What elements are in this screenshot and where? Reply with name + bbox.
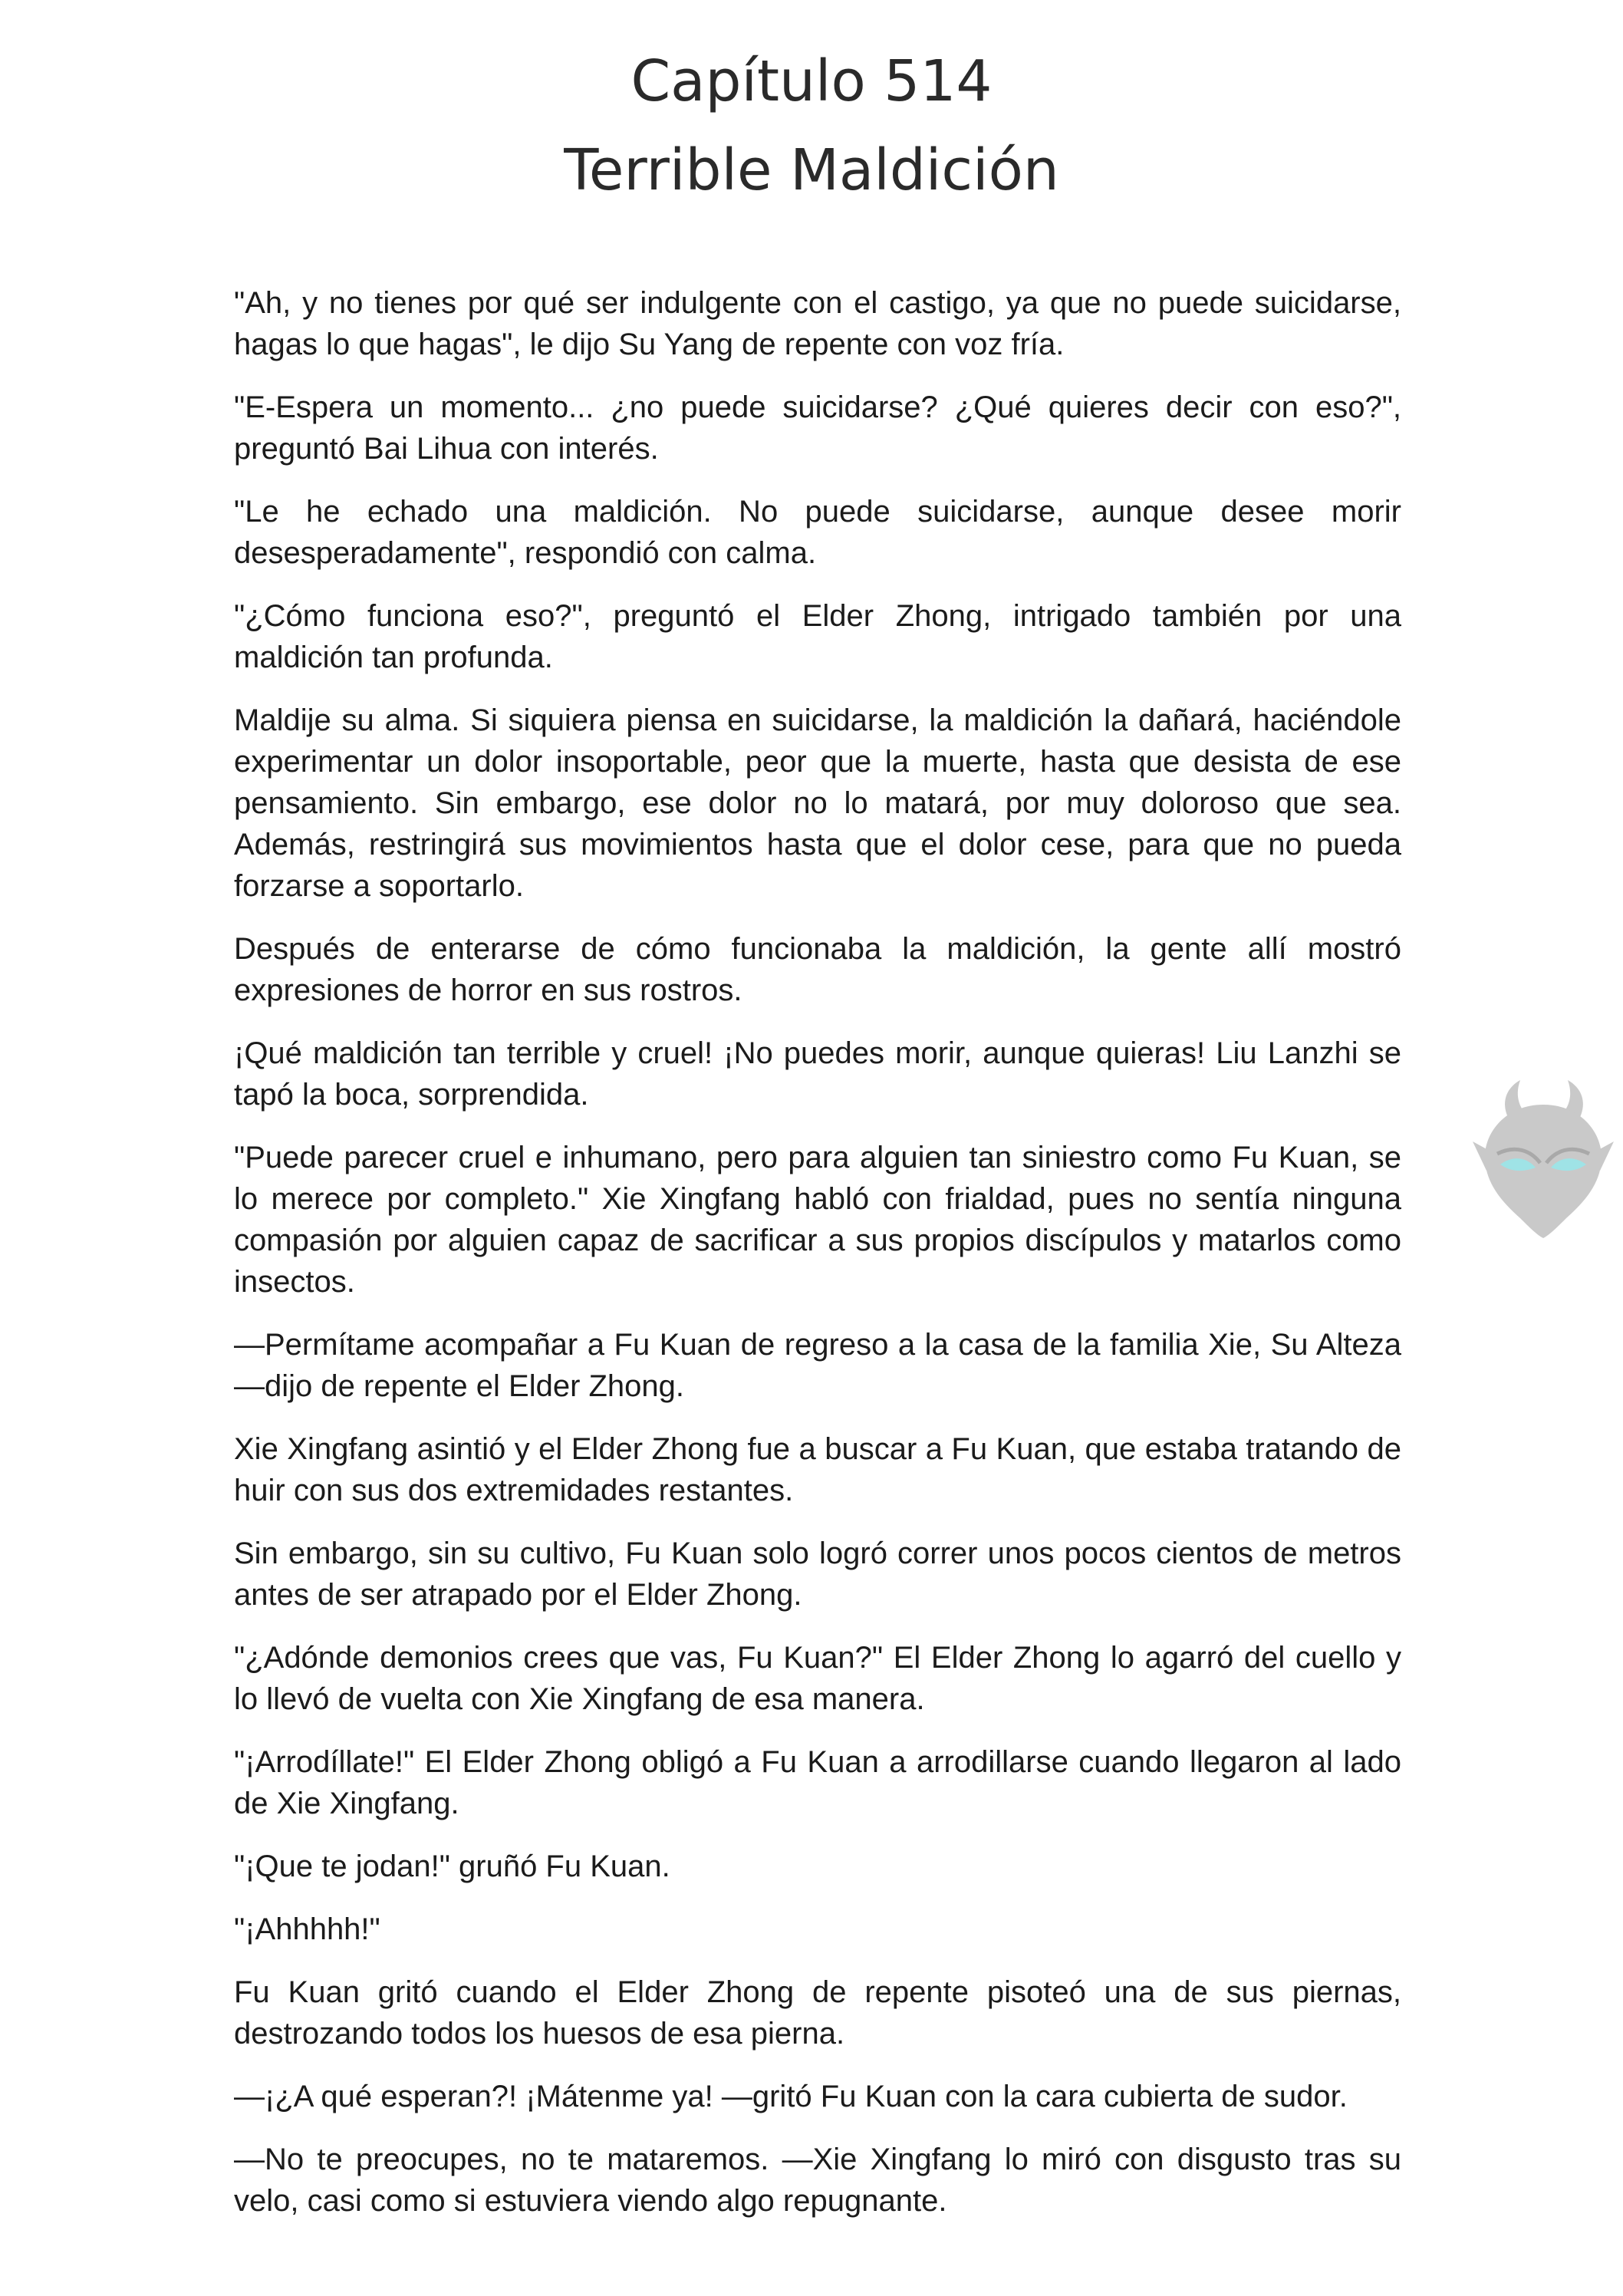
demon-head-icon <box>1467 1074 1620 1243</box>
chapter-header <box>0 37 1623 215</box>
chapter-number: Capítulo 514 <box>630 48 993 114</box>
paragraph: "¡Que te jodan!" gruñó Fu Kuan. <box>234 1850 670 1883</box>
chapter-title: Terrible Maldición <box>564 137 1059 203</box>
paragraph: "¡Ahhhhh!" <box>234 1912 380 1946</box>
chapter-body <box>234 282 1401 2243</box>
paragraph: Sin embargo, sin su cultivo, Fu Kuan solo logró correr unos pocos cientos de metros antes de ser atrapado por el Elder Zhong. <box>234 1537 1401 1612</box>
paragraph: "Ah, y no tienes por qué ser indulgente con el castigo, ya que no puede suicidarse, hagas lo que hagas", le dijo Su Yang de repente con voz fría. <box>234 286 1401 361</box>
paragraph: Después de enterarse de cómo funcionaba la maldición, la gente allí mostró expresiones de horror en sus rostros. <box>234 932 1401 1007</box>
paragraph: "¿Cómo funciona eso?", preguntó el Elder Zhong, intrigado también por una maldición tan profunda. <box>234 599 1401 674</box>
paragraph: "¿Adónde demonios crees que vas, Fu Kuan?" El Elder Zhong lo agarró del cuello y lo llevó de vuelta con Xie Xingfang de esa manera. <box>234 1641 1401 1716</box>
paragraph: "Puede parecer cruel e inhumano, pero para alguien tan siniestro como Fu Kuan, se lo merece por completo." Xie Xingfang habló con frialdad, pues no sentía ninguna compasión por alguien capaz de sacrificar a sus propios discípulos y matarlos como insectos. <box>234 1141 1401 1299</box>
paragraph: Maldije su alma. Si siquiera piensa en suicidarse, la maldición la dañará, haciéndole experimentar un dolor insoportable, peor que la muerte, hasta que desista de ese pensamiento. Sin embargo, ese dolor no lo matará, por muy doloroso que sea. Además, restringirá sus movimientos hasta que el dolor cese, para que no pueda forzarse a soportarlo. <box>234 703 1401 903</box>
paragraph: "¡Arrodíllate!" El Elder Zhong obligó a Fu Kuan a arrodillarse cuando llegaron al lado de Xie Xingfang. <box>234 1745 1401 1820</box>
paragraph: "Le he echado una maldición. No puede suicidarse, aunque desee morir desesperadamente", respondió con calma. <box>234 495 1401 570</box>
paragraph: Fu Kuan gritó cuando el Elder Zhong de repente pisoteó una de sus piernas, destrozando todos los huesos de esa pierna. <box>234 1975 1401 2051</box>
paragraph: Xie Xingfang asintió y el Elder Zhong fue a buscar a Fu Kuan, que estaba tratando de huir con sus dos extremidades restantes. <box>234 1432 1401 1507</box>
paragraph: —Permítame acompañar a Fu Kuan de regreso a la casa de la familia Xie, Su Alteza —dijo de repente el Elder Zhong. <box>234 1328 1401 1403</box>
paragraph: "E-Espera un momento... ¿no puede suicidarse? ¿Qué quieres decir con eso?", preguntó Bai Lihua con interés. <box>234 390 1401 466</box>
paragraph: ¡Qué maldición tan terrible y cruel! ¡No puedes morir, aunque quieras! Liu Lanzhi se tapó la boca, sorprendida. <box>234 1036 1401 1112</box>
paragraph: —¡¿A qué esperan?! ¡Mátenme ya! —gritó Fu Kuan con la cara cubierta de sudor. <box>234 2080 1348 2113</box>
paragraph: —No te preocupes, no te mataremos. —Xie Xingfang lo miró con disgusto tras su velo, casi como si estuviera viendo algo repugnante. <box>234 2143 1401 2218</box>
